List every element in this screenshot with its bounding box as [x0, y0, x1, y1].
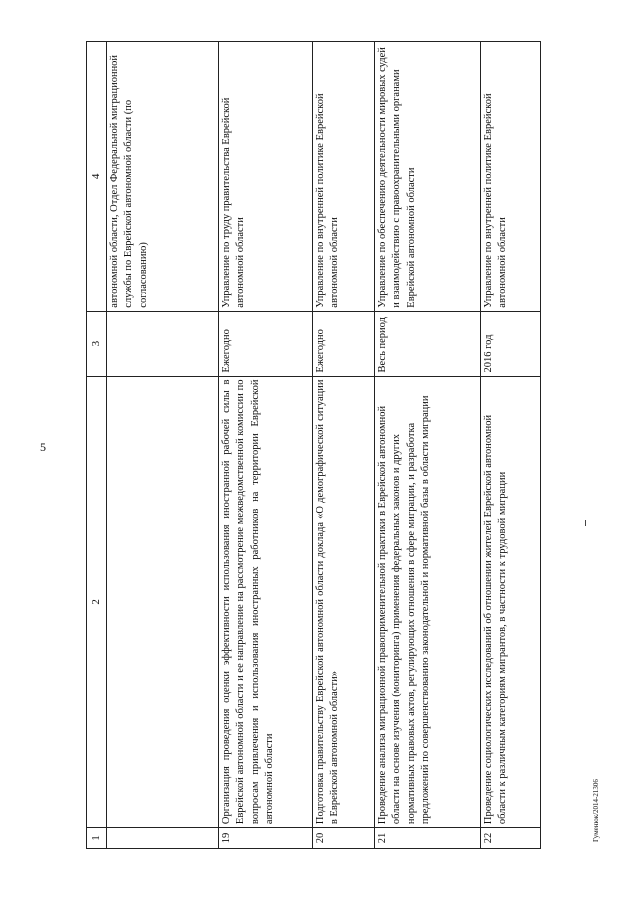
cell-num: 20	[312, 828, 374, 849]
cell-responsible: Управление по внутренней политике Еврейской автономной области	[312, 42, 374, 312]
cell-term: Весь период	[374, 311, 480, 376]
footer-code: Гуменюк/2014-21306	[592, 779, 600, 842]
cell-responsible: Управление по труду правительства Еврейской автономной области	[218, 42, 312, 312]
cell-action: Подготовка правительству Еврейской автономной области доклада «О демографической ситуации в Еврейской автономной области»	[312, 376, 374, 828]
cell-responsible: Управление по обеспечению деятельности мировых судей и взаимодействию с правоохранительными органами Еврейской автономной области	[374, 42, 480, 312]
cell-num: 22	[480, 828, 540, 849]
cell-term: Ежегодно	[312, 311, 374, 376]
table-row	[374, 42, 480, 849]
header-col-3: 3	[87, 311, 107, 376]
cell-empty	[106, 376, 218, 828]
header-col-2: 2	[87, 376, 107, 828]
cell-responsible: автономной области, Отдел Федеральной миграционной службы по Еврейской автономной области (по согласованию)	[106, 42, 218, 312]
dash-mark	[585, 520, 586, 526]
cell-num: 19	[218, 828, 312, 849]
cell-empty	[106, 828, 218, 849]
header-col-1: 1	[87, 828, 107, 849]
table-header-row	[87, 42, 107, 849]
table-row	[480, 42, 540, 849]
cell-action: Проведение социологических исследований об отношении жителей Еврейской автономной области к различным категориям мигрантов, в частности к трудовой миграции	[480, 376, 540, 828]
measures-table	[86, 41, 541, 849]
cell-responsible: Управление по внутренней политике Еврейской автономной области	[480, 42, 540, 312]
page-number: 5	[40, 440, 46, 454]
table-row	[312, 42, 374, 849]
table-row	[218, 42, 312, 849]
cell-empty	[106, 311, 218, 376]
table-row-continuation	[106, 42, 218, 849]
cell-term: Ежегодно	[218, 311, 312, 376]
cell-action: Организация проведения оценки эффективности использования иностранной рабочей силы в Еврейской автономной области и ее направление на рассмотрение межведомственной комиссии по вопросам привлечения и использования иностранных работников на территории Еврейской автономной области	[218, 376, 312, 828]
cell-term: 2016 год	[480, 311, 540, 376]
cell-action: Проведение анализа миграционной правоприменительной практики в Еврейской автономной области на основе изучения (мониторинга) применения федеральных законов и других нормативных правовых актов, регулирующих отношения в сфере миграции, и разработка предложений по совершенствованию законодательной и нормативной базы в области миграции	[374, 376, 480, 828]
rotated-table-sheet	[86, 41, 564, 849]
cell-num: 21	[374, 828, 480, 849]
header-col-4: 4	[87, 42, 107, 312]
